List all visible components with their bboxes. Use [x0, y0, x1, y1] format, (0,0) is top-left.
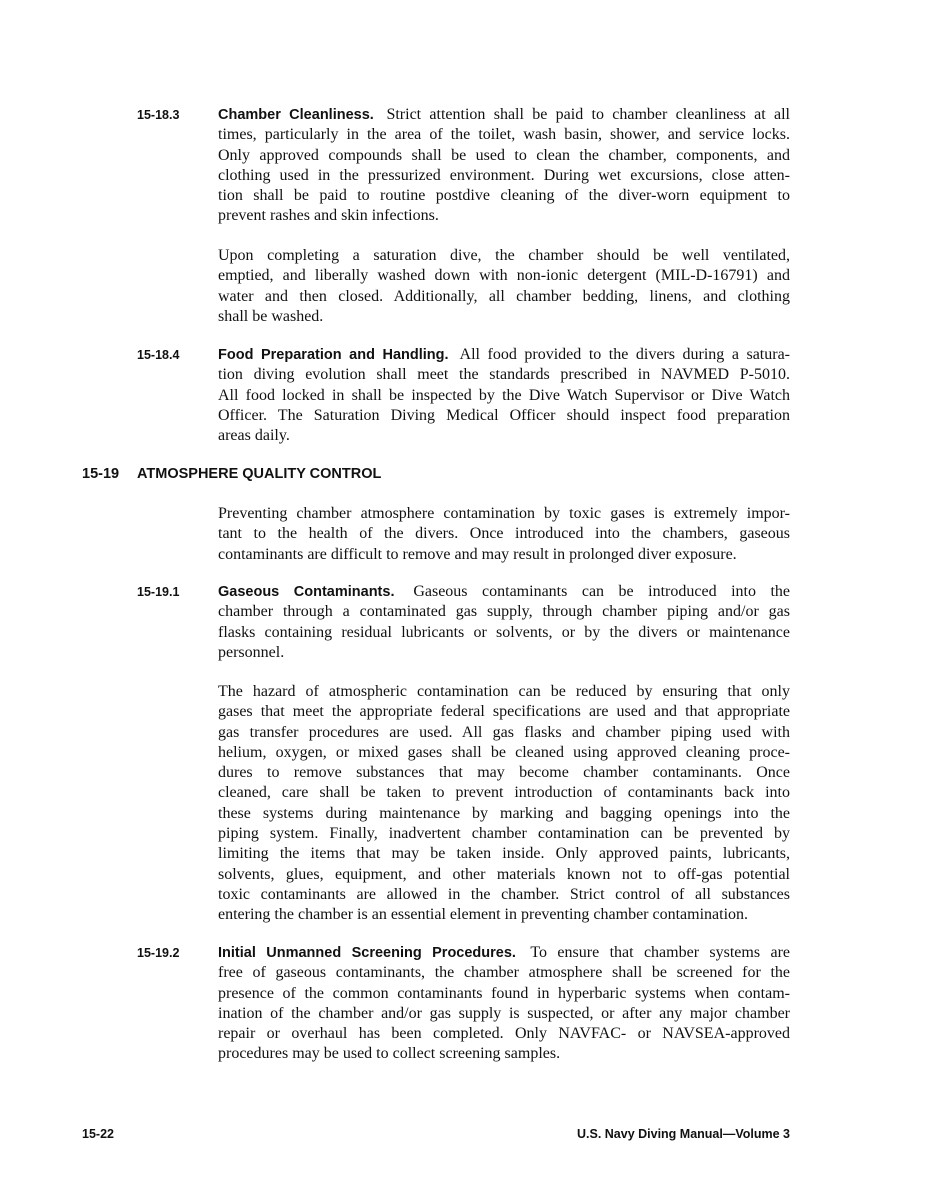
text-line: emptied, and liberally washed down with non-ionic detergent (MIL-D-16791) and — [218, 267, 790, 285]
text-line: limiting the items that may be taken inside. Only approved paints, lubricants, — [218, 845, 790, 863]
text-line: areas daily. — [218, 427, 290, 445]
text-line: personnel. — [218, 643, 285, 661]
paragraph-number: 15-19.1 — [137, 585, 180, 599]
text-line: Preventing chamber atmosphere contamination by toxic gases is extremely impor- — [218, 505, 790, 522]
text-line — [218, 345, 790, 365]
paragraph — [218, 943, 790, 1065]
text-line: contaminants are difficult to remove and may result in prolonged diver exposure. — [218, 545, 737, 563]
line-text: All food provided to the divers during a satura- — [452, 346, 790, 363]
paragraph-number: 15-18.4 — [137, 348, 180, 362]
text-line: Upon completing a saturation dive, the chamber should be well ventilated, — [218, 247, 790, 264]
text-line: gas transfer procedures are used. All gas flasks and chamber piping used with — [218, 723, 790, 741]
text-line: repair or overhaul has been completed. Only NAVFAC- or NAVSEA-approved — [218, 1025, 790, 1043]
text-line: Officer. The Saturation Diving Medical Officer should inspect food preparation — [218, 406, 790, 424]
text-line: water and then closed. Additionally, all chamber bedding, linens, and clothing — [218, 287, 790, 305]
text-line: Only approved compounds shall be used to clean the chamber, components, and — [218, 146, 790, 164]
line-text: To ensure that chamber systems are — [520, 944, 790, 961]
text-line — [218, 582, 790, 602]
paragraph — [218, 504, 790, 565]
line-text: Gaseous contaminants can be introduced into the — [398, 583, 790, 600]
text-line: ination of the chamber and/or gas supply is suspected, or after any major chamber — [218, 1004, 790, 1022]
text-line: entering the chamber is an essential element in preventing chamber contamination. — [218, 906, 749, 924]
text-line: tion diving evolution shall meet the standards prescribed in NAVMED P-5010. — [218, 366, 790, 384]
line-text: Strict attention shall be paid to chamber cleanliness at all — [378, 106, 790, 123]
text-line: gases that meet the appropriate federal specifications are used and that appropriate — [218, 703, 790, 721]
section-title: ATMOSPHERE QUALITY CONTROL — [137, 466, 382, 482]
paragraph-title: Gaseous Contaminants. — [218, 584, 395, 600]
section-number: 15-19 — [82, 466, 120, 482]
text-line: these systems during maintenance by marking and bagging openings into the — [218, 804, 790, 822]
paragraph — [218, 246, 790, 327]
text-line: helium, oxygen, or mixed gases shall be cleaned using approved cleaning proce- — [218, 743, 790, 761]
text-line — [218, 105, 790, 125]
paragraph — [218, 345, 790, 446]
text-line: presence of the common contaminants found in hyperbaric systems when contam- — [218, 984, 790, 1002]
paragraph-title: Food Preparation and Handling. — [218, 347, 449, 363]
text-line: flasks containing residual lubricants or solvents, or by the divers or maintenance — [218, 623, 790, 641]
text-line: procedures may be used to collect screening samples. — [218, 1045, 561, 1063]
section-heading — [82, 464, 382, 484]
text-line: prevent rashes and skin infections. — [218, 207, 439, 225]
text-line: piping system. Finally, inadvertent chamber contamination can be prevented by — [218, 825, 790, 843]
text-line: clothing used in the pressurized environment. During wet excursions, close atten- — [218, 166, 790, 184]
text-line: tion shall be paid to routine postdive cleaning of the diver-worn equipment to — [218, 187, 790, 205]
page-number: 15-22 — [82, 1127, 114, 1141]
text-line: solvents, glues, equipment, and other materials known not to off-gas potential — [218, 865, 790, 883]
text-line: tant to the health of the divers. Once introduced into the chambers, gaseous — [218, 525, 790, 543]
paragraph-number: 15-18.3 — [137, 108, 180, 122]
text-line: shall be washed. — [218, 307, 324, 325]
paragraph — [218, 682, 790, 926]
paragraph-title: Initial Unmanned Screening Procedures. — [218, 945, 516, 961]
text-line: free of gaseous contaminants, the chamber atmosphere shall be screened for the — [218, 964, 790, 982]
text-line: toxic contaminants are allowed in the chamber. Strict control of all substances — [218, 885, 790, 903]
text-line: cleaned, care shall be taken to prevent introduction of contaminants back into — [218, 784, 790, 802]
text-line: All food locked in shall be inspected by the Dive Watch Supervisor or Dive Watch — [218, 386, 790, 404]
footer-title: U.S. Navy Diving Manual—Volume 3 — [576, 1127, 790, 1141]
paragraph — [218, 105, 790, 227]
paragraph-number: 15-19.2 — [137, 946, 180, 960]
paragraph — [218, 582, 790, 663]
text-line: chamber through a contaminated gas supply, through chamber piping and/or gas — [218, 603, 790, 621]
text-line: times, particularly in the area of the toilet, wash basin, shower, and service locks. — [218, 126, 790, 144]
text-line: dures to remove substances that may become chamber contaminants. Once — [218, 764, 790, 782]
paragraph-title: Chamber Cleanliness. — [218, 107, 374, 123]
text-line: The hazard of atmospheric contamination can be reduced by ensuring that only — [218, 683, 790, 700]
text-line — [218, 943, 790, 963]
